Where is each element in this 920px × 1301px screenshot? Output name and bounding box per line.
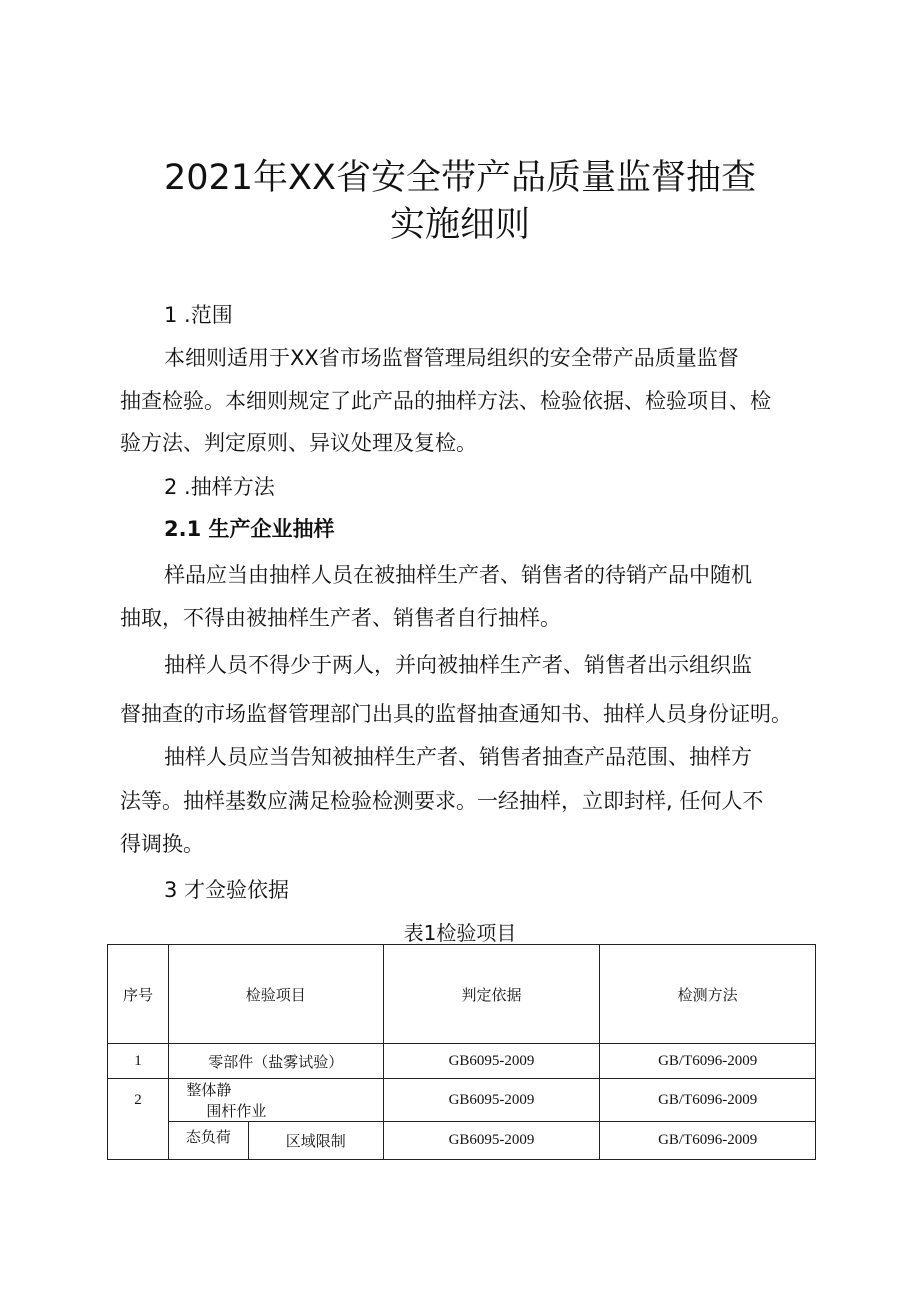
paragraph-line: 得调换。: [120, 832, 204, 856]
section-1-heading: 1 .范围: [164, 303, 233, 327]
row-item: 区域限制: [248, 1122, 383, 1160]
paragraph-line: 抽查检验。本细则规定了此产品的抽样方法、检验依据、检验项目、检: [120, 389, 771, 413]
row-basis: GB6095-2009: [383, 1122, 600, 1160]
row-no: 1: [108, 1044, 169, 1079]
row-item: 零部件（盐雾试验）: [168, 1044, 383, 1079]
table-row: [108, 1044, 816, 1079]
document-title-line2: 实施细则: [389, 205, 530, 245]
paragraph-line: 法等。抽样基数应满足检验检测要求。一经抽样，立即封样, 任何人不: [120, 789, 764, 813]
row-item: 围杆作业: [206, 1102, 267, 1120]
paragraph-line: 抽取，不得由被抽样生产者、销售者自行抽样。: [120, 606, 561, 630]
section-2-1-heading: 2.1 生产企业抽样: [164, 517, 335, 541]
table-caption: 表1检验项目: [403, 921, 517, 945]
row-basis: GB6095-2009: [383, 1079, 600, 1122]
paragraph-line: 验方法、判定原则、异议处理及复检。: [120, 431, 477, 455]
row-item-group: [168, 1079, 383, 1122]
header-basis: 判定依据: [383, 945, 600, 1044]
row-group-label-a: 整体静: [186, 1081, 232, 1099]
inspection-items-table: [107, 944, 816, 1160]
row-basis: GB6095-2009: [383, 1044, 600, 1079]
table-header-row: [108, 945, 816, 1044]
table-row: [108, 1079, 816, 1122]
table-row: [108, 1122, 816, 1160]
row-method: GB/T6096-2009: [600, 1044, 816, 1079]
header-method: 检测方法: [600, 945, 816, 1044]
paragraph-line: 本细则适用于XX省市场监督管理局组织的安全带产品质量监督: [164, 346, 739, 370]
row-no: 2: [108, 1079, 169, 1122]
paragraph-line: 督抽查的市场监督管理部门出具的监督抽查通知书、抽样人员身份证明。: [120, 702, 792, 726]
paragraph-line: 抽样人员应当告知被抽样生产者、销售者抽查产品范围、抽样方: [164, 745, 752, 769]
section-2-heading: 2 .抽样方法: [164, 475, 275, 499]
paragraph-line: 样品应当由抽样人员在被抽样生产者、销售者的待销产品中随机: [164, 563, 752, 587]
paragraph-line: 抽样人员不得少于两人，并向被抽样生产者、销售者出示组织监: [164, 653, 752, 677]
row-method: GB/T6096-2009: [600, 1079, 816, 1122]
section-3-heading: 3 才佥验依据: [164, 878, 290, 902]
document-title-line1: 2021年XX省安全带产品质量监督抽查: [163, 158, 757, 198]
row-no: [108, 1122, 169, 1160]
header-item: 检验项目: [168, 945, 383, 1044]
row-method: GB/T6096-2009: [600, 1122, 816, 1160]
row-group-label-b: 态负荷: [168, 1122, 248, 1160]
header-no: 序号: [108, 945, 169, 1044]
